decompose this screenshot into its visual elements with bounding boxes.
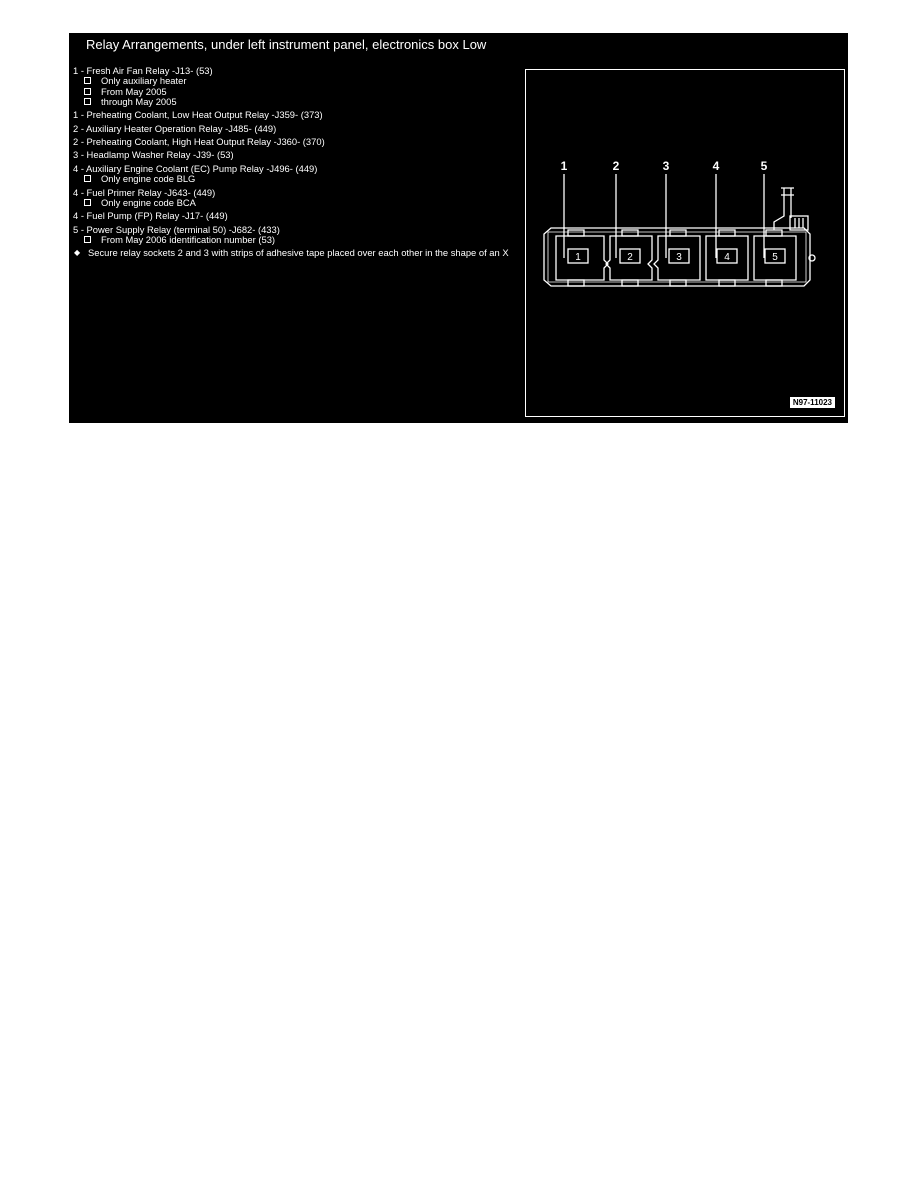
note: [73, 248, 521, 258]
checkbox-bullet-icon: [84, 236, 91, 243]
connector-bracket: [774, 188, 815, 261]
sub-item: Only auxiliary heater: [73, 76, 521, 86]
leader-lines: [564, 174, 764, 258]
slot-label-4: 4: [724, 252, 730, 263]
sub-item: Only engine code BCA: [73, 198, 521, 208]
relay-label: 2 - Preheating Coolant, High Heat Output Relay -J360- (370): [73, 136, 325, 148]
callout-4: 4: [712, 159, 720, 173]
slot-label-2: 2: [627, 252, 633, 263]
relay-label: 5 - Power Supply Relay (terminal 50) -J682- (433): [73, 223, 280, 235]
slot-label-5: 5: [772, 252, 778, 263]
relay-label: 1 - Preheating Coolant, Low Heat Output Relay -J359- (373): [73, 109, 323, 121]
diamond-bullet-icon: ◆: [74, 248, 81, 258]
callout-2: 2: [612, 159, 620, 173]
relay-label: 3 - Headlamp Washer Relay -J39- (53): [73, 149, 234, 161]
callout-3: 3: [662, 159, 670, 173]
checkbox-bullet-icon: [84, 199, 91, 206]
checkbox-bullet-icon: [84, 98, 91, 105]
list-item: [73, 124, 521, 134]
page-title: Relay Arrangements, under left instrument panel, electronics box Low: [86, 37, 487, 52]
list-item: [73, 137, 521, 147]
relay-label: 2 - Auxiliary Heater Operation Relay -J485- (449): [73, 122, 277, 134]
sub-item: From May 2006 identification number (53): [73, 235, 521, 245]
slot-label-1: 1: [575, 252, 581, 263]
note-text: Secure relay sockets 2 and 3 with strips of adhesive tape placed over each other in the shape of an X: [88, 247, 509, 259]
relay-label: 4 - Fuel Primer Relay -J643- (449): [73, 186, 216, 198]
relay-list: [73, 66, 521, 262]
slot-label-3: 3: [676, 252, 682, 263]
list-item: [73, 164, 521, 185]
relay-box-drawing: [526, 70, 844, 416]
callout-5: 5: [760, 159, 768, 173]
sub-item: through May 2005: [73, 97, 521, 107]
relay-label: 4 - Auxiliary Engine Coolant (EC) Pump Relay -J496- (449): [73, 162, 318, 174]
list-item: [73, 225, 521, 246]
list-item: [73, 211, 521, 221]
list-item: [73, 66, 521, 107]
relay-label: 4 - Fuel Pump (FP) Relay -J17- (449): [73, 210, 228, 222]
checkbox-bullet-icon: [84, 77, 91, 84]
list-item: [73, 188, 521, 209]
relay-diagram: [525, 69, 845, 417]
checkbox-bullet-icon: [84, 88, 91, 95]
checkbox-bullet-icon: [84, 175, 91, 182]
relay-label: 1 - Fresh Air Fan Relay -J13- (53): [73, 65, 213, 76]
callout-1: 1: [560, 159, 568, 173]
list-item: [73, 110, 521, 120]
sub-item: Only engine code BLG: [73, 174, 521, 184]
sub-item: From May 2005: [73, 87, 521, 97]
list-item: [73, 150, 521, 160]
relay-arrangement-panel: [69, 33, 848, 423]
figure-id: N97-11023: [790, 397, 835, 408]
